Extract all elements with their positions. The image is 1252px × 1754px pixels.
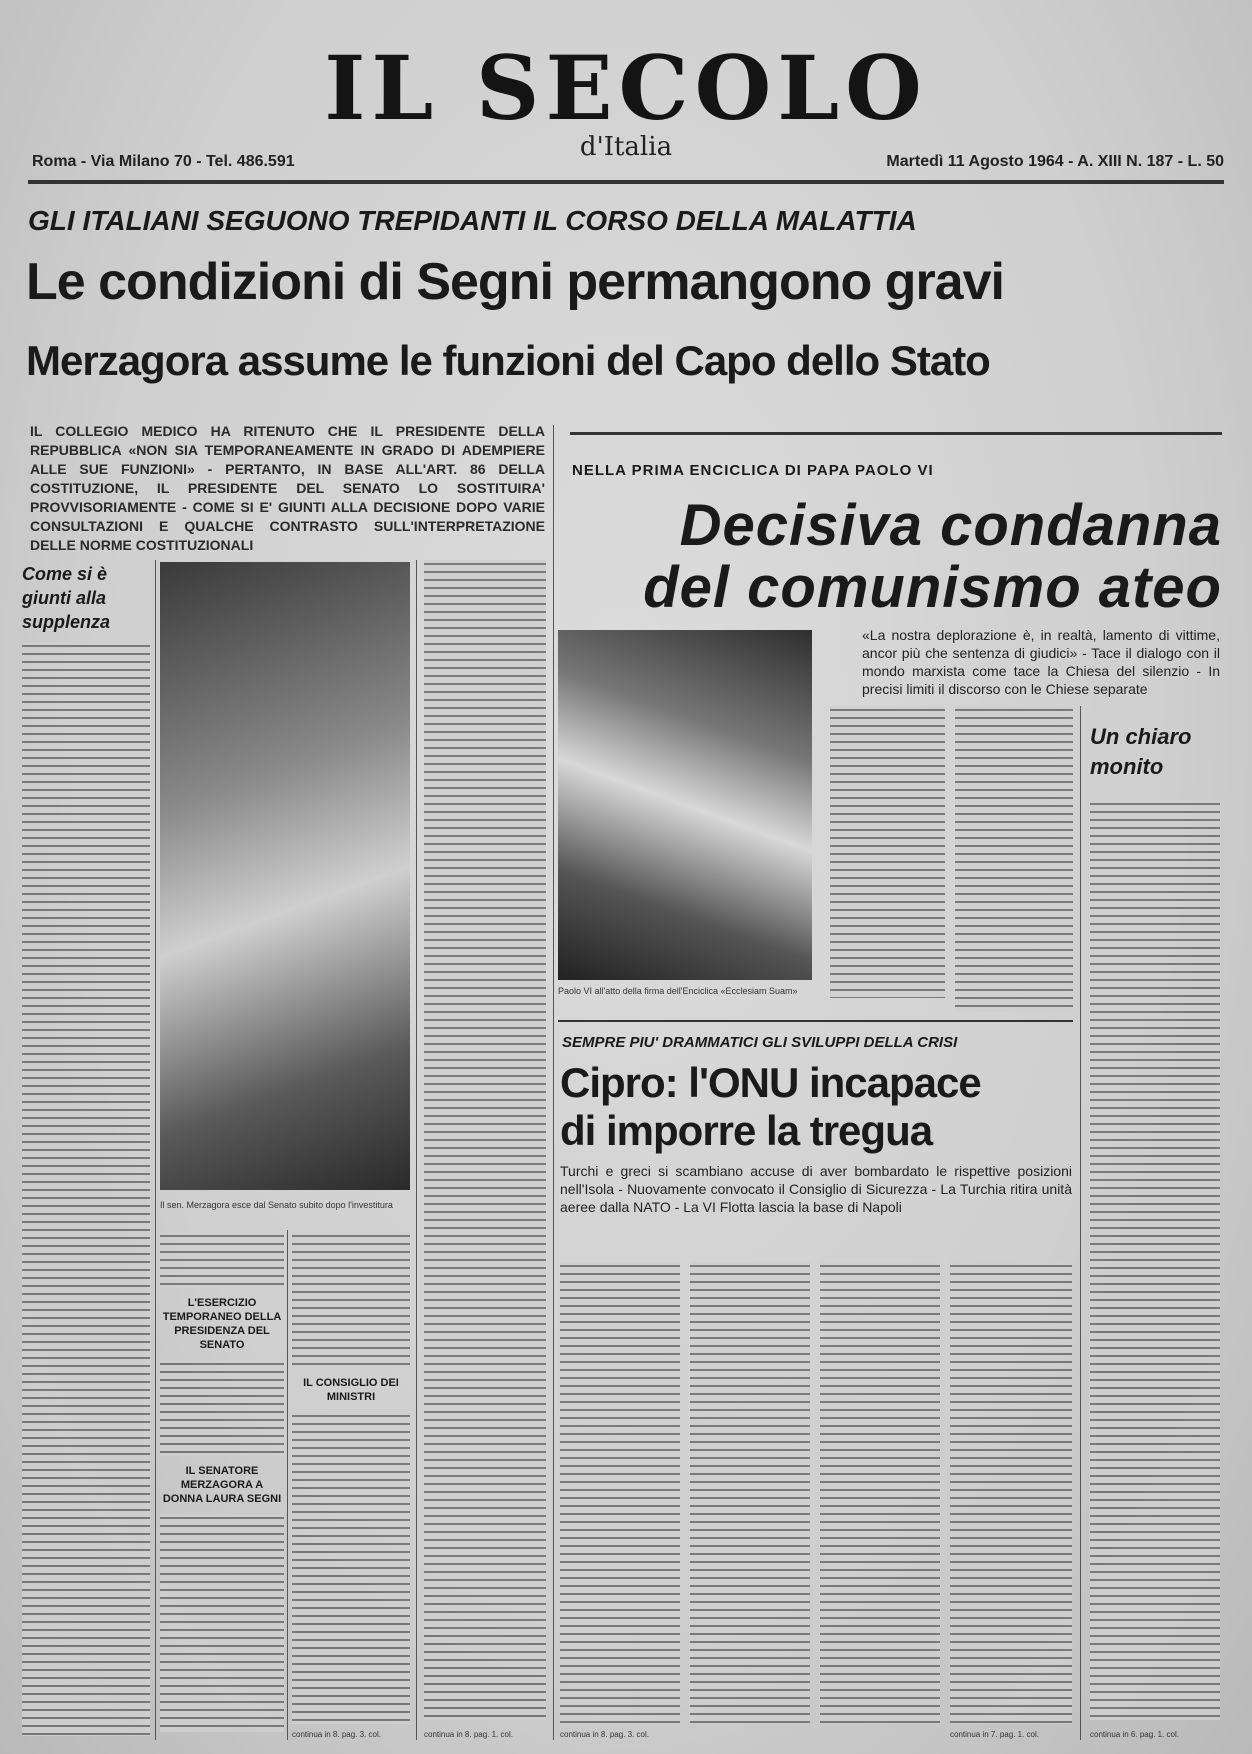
cyprus-headline-1: Cipro: l'ONU incapace: [560, 1059, 981, 1106]
article-body-text: [830, 706, 945, 998]
lead-headline-2: Merzagora assume le funzioni del Capo dello Stato: [26, 337, 990, 384]
article-column: [160, 1232, 284, 1732]
encyclical-kicker: NELLA PRIMA ENCICLICA DI PAPA PAOLO VI: [572, 462, 934, 479]
column-divider: [416, 560, 417, 1740]
article-body-text: [820, 1262, 940, 1724]
article-body-text: [690, 1262, 810, 1724]
lead-headline-1: Le condizioni di Segni permangono gravi: [26, 253, 1004, 311]
encyclical-headline-2: del comunismo ateo: [643, 555, 1222, 620]
masthead-dateline: Martedì 11 Agosto 1964 - A. XIII N. 187 - L. 50: [886, 153, 1224, 170]
encyclical-headline-1: Decisiva condanna: [679, 493, 1222, 558]
continued-note: continua in 8. pag. 3. col.: [292, 1730, 381, 1739]
cyprus-kicker: SEMPRE PIU' DRAMMATICI GLI SVILUPPI DELLA CRISI: [562, 1034, 958, 1051]
lead-deck: IL COLLEGIO MEDICO HA RITENUTO CHE IL PRESIDENTE DELLA REPUBBLICA «NON SIA TEMPORANEAMENTE IN GRADO DI ADEMPIERE ALLE SUE FUNZIONI» - PERTANTO, IN BASE ALL'ART. 86 DELLA COSTITUZIONE, IL PRESIDENTE DEL SENATO LO SOSTITUIRA' PROVVISORIAMENTE - COME SI E' GIUNTI ALLA DECISIONE DOPO VARIE CONSULTAZIONI E QUALCHE CONTRASTO SULL'INTERPRETAZIONE DELLE NORME COSTITUZIONALI: [30, 423, 545, 553]
column-divider: [287, 1230, 288, 1740]
article-body-text: [160, 1360, 284, 1456]
continued-note: continua in 6. pag. 1. col.: [1090, 1730, 1179, 1739]
subhead: IL CONSIGLIO DEI MINISTRI: [303, 1377, 399, 1403]
merzagora-photo: [160, 562, 410, 1190]
cyprus-headline-2: di imporre la tregua: [560, 1107, 933, 1154]
masthead-address: Roma - Via Milano 70 - Tel. 486.591: [32, 153, 295, 170]
article-body-text: [1090, 800, 1220, 1720]
subhead: L'ESERCIZIO TEMPORANEO DELLA PRESIDENZA DEL SENATO: [162, 1297, 282, 1351]
article-body-text: [292, 1232, 410, 1368]
lead-kicker: GLI ITALIANI SEGUONO TREPIDANTI IL CORSO DELLA MALATTIA: [28, 205, 917, 236]
article-body-text: [950, 1262, 1072, 1724]
masthead-subtitle: d'Italia: [579, 132, 673, 162]
section-rule: [558, 1020, 1073, 1022]
column-divider: [553, 425, 554, 1740]
masthead-rule: [28, 180, 1224, 184]
continued-note: continua in 8. pag. 1. col.: [424, 1730, 513, 1739]
article-body-text: [560, 1262, 680, 1724]
encyclical-deck: «La nostra deplorazione è, in realtà, lamento di vittime, ancor più che sentenza di giudici» - Tace il dialogo con il mondo marxista come tace la Chiesa del silenzio - In precisi limiti il discorso con le Chiese separate: [862, 627, 1220, 697]
article-body-text: [292, 1412, 410, 1724]
article-column: [292, 1232, 410, 1724]
merzagora-photo-caption: Il sen. Merzagora esce dal Senato subito dopo l'investitura: [160, 1200, 393, 1210]
side-article-title: Come si è giunti alla supplenza: [22, 564, 111, 632]
side-article-column: [22, 562, 150, 1736]
continued-note: continua in 8. pag. 3. col.: [560, 1730, 649, 1739]
continued-note: continua in 7. pag. 1. col.: [950, 1730, 1039, 1739]
subhead: IL SENATORE MERZAGORA A DONNA LAURA SEGNI: [162, 1465, 282, 1505]
editorial-title: Un chiaro monito: [1090, 724, 1192, 779]
article-body-text: [955, 706, 1073, 1012]
pope-photo-caption: Paolo VI all'atto della firma dell'Enciclica «Ecclesiam Suam»: [558, 986, 798, 996]
article-body-text: [424, 560, 546, 1720]
cyprus-deck: Turchi e greci si scambiano accuse di aver bombardato le rispettive posizioni nell'Isola - Nuovamente convocato il Consiglio di Sicurezza - La Turchia ritira unità aeree dalla NATO - La VI Flotta lascia la base di Napoli: [560, 1163, 1072, 1215]
article-body-text: [160, 1514, 284, 1732]
article-body-text: [22, 642, 150, 1736]
column-divider: [155, 560, 156, 1740]
article-body-text: [160, 1232, 284, 1288]
column-divider: [1080, 706, 1081, 1740]
masthead-title: IL SECOLO: [324, 36, 928, 140]
section-rule: [570, 432, 1222, 435]
pope-photo: [558, 630, 812, 980]
